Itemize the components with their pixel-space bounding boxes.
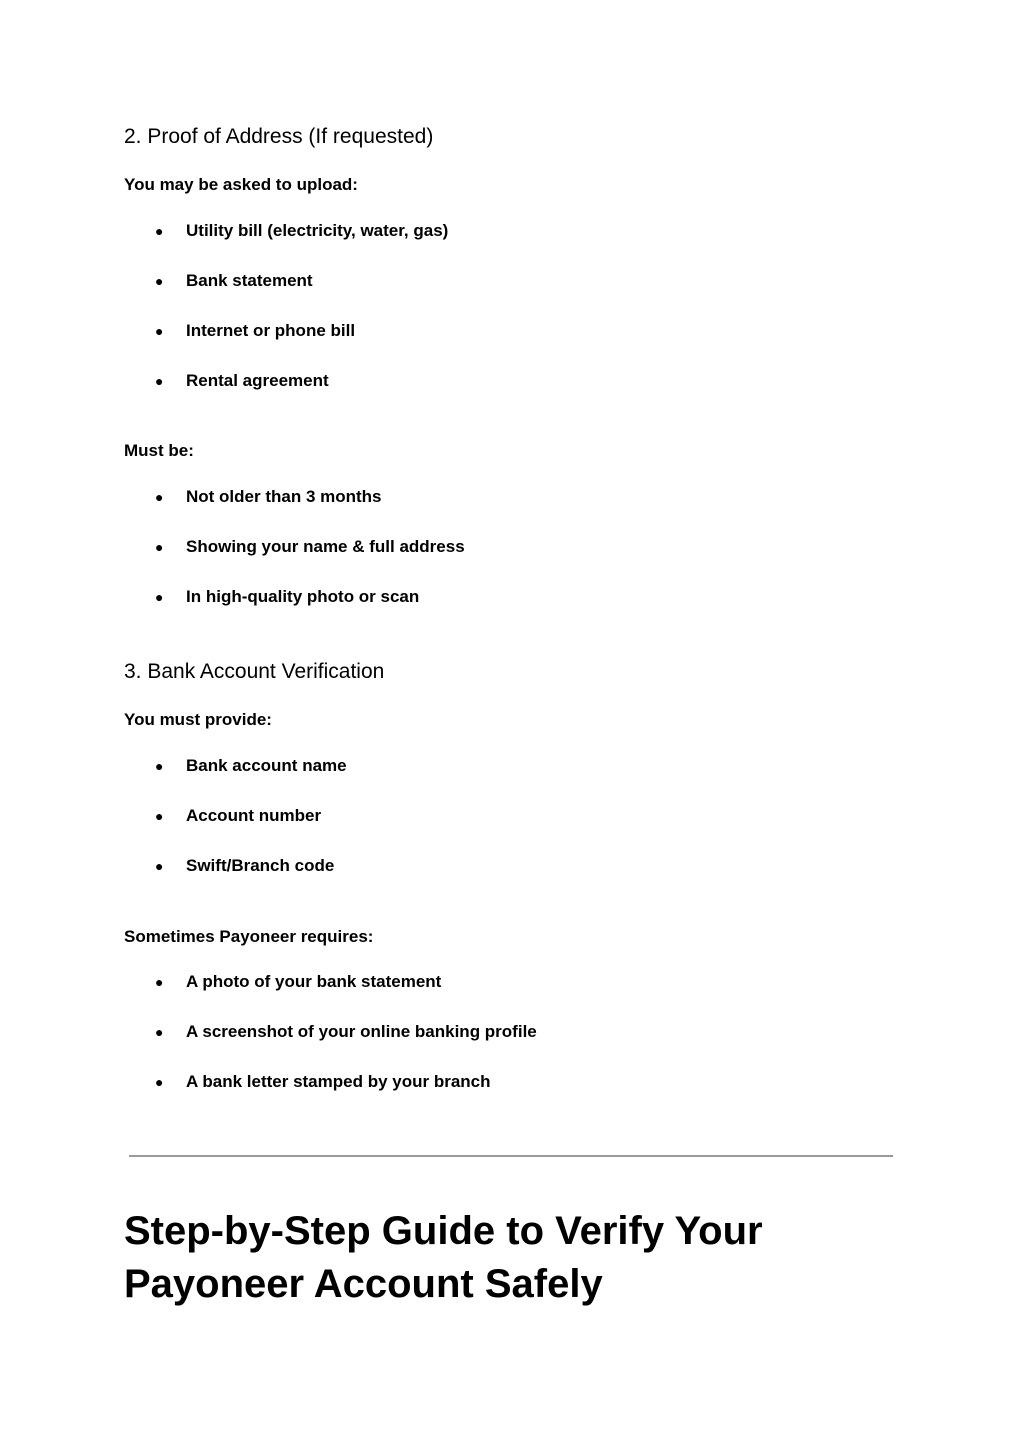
bullet-icon: ● (155, 974, 164, 990)
list-item-text: Showing your name & full address (186, 537, 465, 556)
list-item-text: Bank statement (186, 271, 313, 290)
bullet-icon: ● (155, 589, 164, 605)
list-item-text: Utility bill (electricity, water, gas) (186, 221, 449, 240)
list-item-text: Account number (186, 806, 322, 825)
bullet-icon: ● (155, 758, 164, 774)
bullet-icon: ● (155, 223, 164, 239)
list-item (155, 487, 382, 507)
list-item (155, 587, 419, 607)
bullet-icon: ● (155, 539, 164, 555)
bullet-icon: ● (155, 1074, 164, 1090)
list-item (155, 1072, 491, 1092)
list-item (155, 321, 355, 341)
list-item-text: Internet or phone bill (186, 321, 356, 340)
list-item (155, 806, 321, 826)
guide-title-line-1: Step-by-Step Guide to Verify Your (124, 1209, 763, 1253)
guide-title (124, 1205, 824, 1311)
list-item (155, 756, 347, 776)
bullet-icon: ● (155, 323, 164, 339)
list-item-text: Not older than 3 months (186, 487, 382, 506)
list-item (155, 271, 313, 291)
provide-intro: You must provide: (124, 710, 272, 729)
upload-intro: You may be asked to upload: (124, 175, 358, 194)
list-item-text: In high-quality photo or scan (186, 587, 420, 606)
list-item-text: A screenshot of your online banking profile (186, 1022, 537, 1041)
list-item (155, 371, 329, 391)
bullet-icon: ● (155, 808, 164, 824)
bullet-icon: ● (155, 1024, 164, 1040)
bullet-icon: ● (155, 273, 164, 289)
bullet-icon: ● (155, 373, 164, 389)
list-item-text: A photo of your bank statement (186, 972, 442, 991)
bullet-icon: ● (155, 858, 164, 874)
list-item (155, 221, 448, 241)
list-item-text: A bank letter stamped by your branch (186, 1072, 491, 1091)
guide-title-line-2: Payoneer Account Safely (124, 1262, 603, 1306)
section-heading-proof-of-address: 2. Proof of Address (If requested) (124, 125, 434, 148)
list-item (155, 856, 334, 876)
bullet-icon: ● (155, 489, 164, 505)
list-item (155, 537, 465, 557)
list-item-text: Swift/Branch code (186, 856, 335, 875)
section-heading-bank-verification: 3. Bank Account Verification (124, 660, 385, 683)
horizontal-divider (129, 1155, 893, 1157)
list-item (155, 1022, 537, 1042)
sometimes-label: Sometimes Payoneer requires: (124, 927, 374, 946)
must-be-label: Must be: (124, 441, 194, 460)
list-item (155, 972, 441, 992)
list-item-text: Rental agreement (186, 371, 329, 390)
list-item-text: Bank account name (186, 756, 347, 775)
